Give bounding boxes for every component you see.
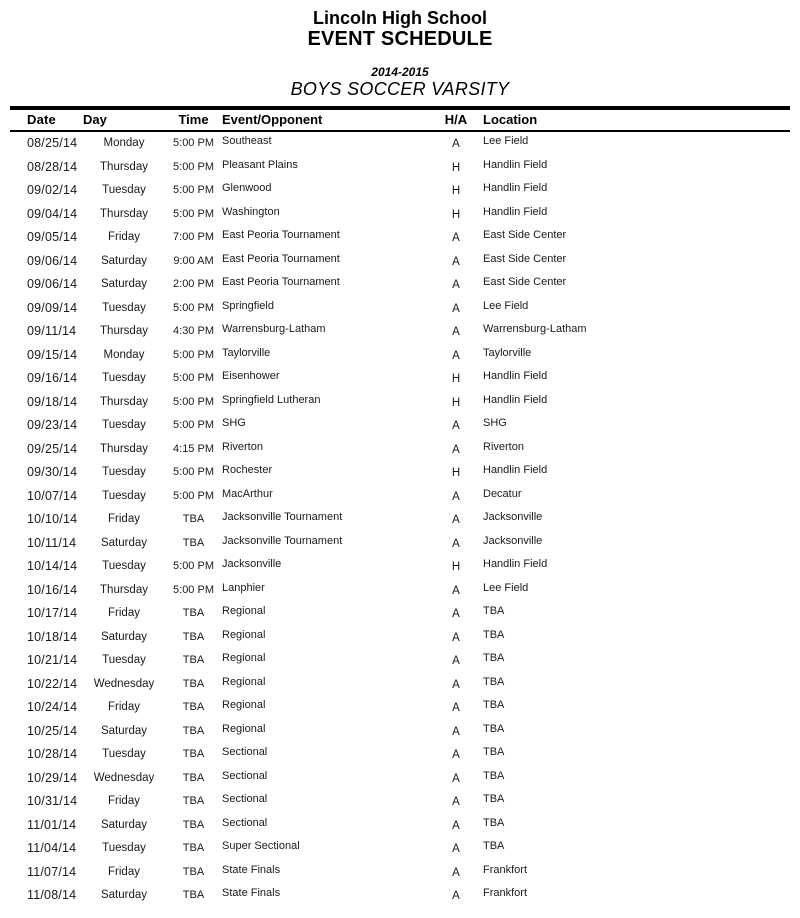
cell-home-away: A xyxy=(452,443,460,456)
cell-location: Handlin Field xyxy=(483,158,548,171)
cell-time: 5:00 PM xyxy=(173,489,214,502)
cell-event: Sectional xyxy=(222,746,268,759)
table-row xyxy=(10,461,790,485)
table-row xyxy=(10,390,790,414)
cell-day: Monday xyxy=(103,137,145,150)
cell-location: East Side Center xyxy=(483,276,567,289)
cell-event: Sectional xyxy=(222,816,268,829)
cell-day: Friday xyxy=(108,231,140,244)
cell-home-away: H xyxy=(451,185,461,198)
cell-location: Riverton xyxy=(483,440,524,453)
cell-date: 09/25/14 xyxy=(27,441,78,456)
cell-location: East Side Center xyxy=(483,252,567,265)
cell-event: Riverton xyxy=(222,440,263,453)
cell-home-away: A xyxy=(452,749,460,762)
cell-date: 09/04/14 xyxy=(27,206,78,221)
cell-location: Decatur xyxy=(483,487,522,500)
cell-day: Saturday xyxy=(100,278,148,291)
cell-location: TBA xyxy=(483,793,505,806)
cell-time: 5:00 PM xyxy=(173,583,214,596)
cell-day: Tuesday xyxy=(102,842,146,855)
cell-home-away: A xyxy=(452,514,460,527)
cell-location: Frankfort xyxy=(483,863,528,876)
cell-day: Tuesday xyxy=(102,654,146,667)
cell-date: 09/11/14 xyxy=(27,324,77,339)
table-row xyxy=(10,414,790,438)
cell-time: TBA xyxy=(182,513,205,526)
cell-date: 09/30/14 xyxy=(27,465,78,480)
cell-day: Thursday xyxy=(100,395,148,408)
cell-day: Monday xyxy=(103,348,145,361)
cell-location: Handlin Field xyxy=(483,182,548,195)
column-header-event: Event/Opponent xyxy=(222,112,323,127)
cell-date: 10/21/14 xyxy=(27,653,78,668)
cell-time: TBA xyxy=(182,677,205,690)
cell-home-away: A xyxy=(452,326,460,339)
cell-home-away: A xyxy=(452,537,460,550)
cell-location: Warrensburg-Latham xyxy=(483,323,587,336)
cell-home-away: A xyxy=(452,302,460,315)
cell-date: 08/25/14 xyxy=(27,136,78,151)
cell-home-away: A xyxy=(452,138,460,151)
cell-home-away: A xyxy=(452,279,460,292)
cell-home-away: A xyxy=(452,655,460,668)
cell-day: Tuesday xyxy=(102,466,146,479)
cell-home-away: H xyxy=(451,396,461,409)
cell-event: SHG xyxy=(222,417,246,430)
cell-time: TBA xyxy=(182,701,205,714)
cell-location: TBA xyxy=(483,628,505,641)
cell-time: 5:00 PM xyxy=(173,348,214,361)
cell-day: Thursday xyxy=(100,160,148,173)
cell-day: Tuesday xyxy=(102,560,146,573)
document-header xyxy=(0,0,800,99)
cell-time: TBA xyxy=(182,607,205,620)
cell-time: 4:15 PM xyxy=(173,442,214,455)
cell-time: 5:00 PM xyxy=(173,560,214,573)
column-header-home-away: H/A xyxy=(444,112,468,127)
cell-date: 10/10/14 xyxy=(27,512,78,527)
cell-home-away: A xyxy=(452,631,460,644)
cell-location: Jacksonville xyxy=(483,511,543,524)
cell-home-away: A xyxy=(452,890,460,903)
cell-event: Sectional xyxy=(222,769,268,782)
table-row xyxy=(10,531,790,555)
cell-time: 5:00 PM xyxy=(173,466,214,479)
cell-location: TBA xyxy=(483,816,505,829)
table-row xyxy=(10,249,790,273)
cell-date: 10/22/14 xyxy=(27,676,78,691)
cell-day: Thursday xyxy=(100,442,148,455)
table-row xyxy=(10,813,790,837)
cell-event: State Finals xyxy=(222,887,281,900)
table-row xyxy=(10,343,790,367)
cell-event: Sectional xyxy=(222,793,268,806)
cell-time: TBA xyxy=(182,865,205,878)
cell-date: 09/15/14 xyxy=(27,347,78,362)
cell-date: 09/06/14 xyxy=(27,277,78,292)
cell-date: 09/23/14 xyxy=(27,418,78,433)
cell-home-away: A xyxy=(452,678,460,691)
cell-time: 9:00 AM xyxy=(173,254,214,267)
cell-home-away: A xyxy=(452,772,460,785)
team-name: BOYS SOCCER VARSITY xyxy=(290,79,510,99)
cell-event: Lanphier xyxy=(222,581,265,594)
cell-time: TBA xyxy=(182,771,205,784)
cell-time: TBA xyxy=(182,748,205,761)
table-row xyxy=(10,837,790,861)
cell-time: 7:00 PM xyxy=(173,231,214,244)
season-years: 2014-2015 xyxy=(371,65,429,79)
cell-event: Rochester xyxy=(222,464,273,477)
cell-time: 5:00 PM xyxy=(173,419,214,432)
table-row xyxy=(10,790,790,814)
cell-location: TBA xyxy=(483,699,505,712)
cell-date: 10/14/14 xyxy=(27,559,78,574)
cell-location: TBA xyxy=(483,840,505,853)
cell-event: Jacksonville Tournament xyxy=(222,534,343,547)
cell-home-away: A xyxy=(452,584,460,597)
cell-time: TBA xyxy=(182,630,205,643)
cell-time: 5:00 PM xyxy=(173,395,214,408)
cell-time: TBA xyxy=(182,536,205,549)
cell-event: State Finals xyxy=(222,863,281,876)
cell-event: Jacksonville xyxy=(222,558,282,571)
cell-event: Pleasant Plains xyxy=(222,158,298,171)
cell-location: Lee Field xyxy=(483,135,529,148)
cell-event: Jacksonville Tournament xyxy=(222,511,343,524)
table-row xyxy=(10,202,790,226)
cell-date: 09/02/14 xyxy=(27,183,78,198)
cell-home-away: H xyxy=(451,161,461,174)
cell-day: Wednesday xyxy=(93,677,155,690)
cell-time: TBA xyxy=(182,842,205,855)
table-row xyxy=(10,719,790,743)
cell-time: TBA xyxy=(182,818,205,831)
cell-event: MacArthur xyxy=(222,487,273,500)
cell-event: Springfield Lutheran xyxy=(222,393,321,406)
cell-time: 5:00 PM xyxy=(173,301,214,314)
cell-date: 10/24/14 xyxy=(27,700,78,715)
cell-day: Tuesday xyxy=(102,489,146,502)
cell-event: Regional xyxy=(222,605,266,618)
cell-time: TBA xyxy=(182,889,205,902)
cell-home-away: A xyxy=(452,255,460,268)
cell-date: 10/11/14 xyxy=(27,535,77,550)
cell-date: 11/01/14 xyxy=(27,817,77,832)
cell-date: 11/08/14 xyxy=(27,888,77,903)
cell-event: Warrensburg-Latham xyxy=(222,323,326,336)
table-row xyxy=(10,743,790,767)
cell-date: 10/18/14 xyxy=(27,629,78,644)
cell-day: Saturday xyxy=(100,536,148,549)
cell-date: 09/09/14 xyxy=(27,300,78,315)
cell-event: Springfield xyxy=(222,299,274,312)
cell-home-away: A xyxy=(452,232,460,245)
cell-date: 10/07/14 xyxy=(27,488,78,503)
cell-location: Handlin Field xyxy=(483,464,548,477)
table-row xyxy=(10,625,790,649)
table-row xyxy=(10,602,790,626)
cell-event: East Peoria Tournament xyxy=(222,276,340,289)
table-row xyxy=(10,696,790,720)
table-row xyxy=(10,555,790,579)
cell-day: Friday xyxy=(108,607,140,620)
cell-location: TBA xyxy=(483,769,505,782)
table-row xyxy=(10,437,790,461)
table-row xyxy=(10,226,790,250)
table-row xyxy=(10,649,790,673)
cell-location: SHG xyxy=(483,417,507,430)
school-name: Lincoln High School xyxy=(313,8,487,28)
cell-home-away: H xyxy=(451,467,461,480)
cell-day: Friday xyxy=(108,513,140,526)
cell-time: 2:00 PM xyxy=(173,278,214,291)
cell-location: Jacksonville xyxy=(483,534,543,547)
cell-location: TBA xyxy=(483,652,505,665)
cell-event: East Peoria Tournament xyxy=(222,229,340,242)
cell-time: TBA xyxy=(182,724,205,737)
cell-event: East Peoria Tournament xyxy=(222,252,340,265)
cell-location: TBA xyxy=(483,675,505,688)
cell-location: Taylorville xyxy=(483,346,532,359)
column-header-time: Time xyxy=(178,112,209,127)
table-row xyxy=(10,132,790,156)
cell-event: Regional xyxy=(222,628,266,641)
cell-day: Saturday xyxy=(100,630,148,643)
cell-event: Taylorville xyxy=(222,346,271,359)
cell-date: 10/16/14 xyxy=(27,582,78,597)
cell-event: Eisenhower xyxy=(222,370,280,383)
cell-event: Super Sectional xyxy=(222,840,300,853)
cell-location: Lee Field xyxy=(483,299,529,312)
cell-date: 10/29/14 xyxy=(27,770,78,785)
cell-day: Tuesday xyxy=(102,372,146,385)
cell-day: Saturday xyxy=(100,889,148,902)
cell-home-away: A xyxy=(452,490,460,503)
cell-home-away: A xyxy=(452,819,460,832)
cell-date: 09/18/14 xyxy=(27,394,78,409)
cell-day: Friday xyxy=(108,795,140,808)
cell-location: TBA xyxy=(483,605,505,618)
column-header-date: Date xyxy=(27,112,56,127)
column-header-day: Day xyxy=(83,112,107,127)
cell-home-away: A xyxy=(452,843,460,856)
cell-event: Regional xyxy=(222,699,266,712)
cell-home-away: A xyxy=(452,420,460,433)
cell-location: Handlin Field xyxy=(483,558,548,571)
cell-event: Glenwood xyxy=(222,182,272,195)
cell-event: Southeast xyxy=(222,135,272,148)
cell-date: 11/04/14 xyxy=(27,841,77,856)
cell-event: Regional xyxy=(222,722,266,735)
table-row xyxy=(10,155,790,179)
cell-day: Thursday xyxy=(100,207,148,220)
cell-location: Frankfort xyxy=(483,887,528,900)
cell-location: TBA xyxy=(483,722,505,735)
cell-date: 09/16/14 xyxy=(27,371,78,386)
table-row xyxy=(10,484,790,508)
cell-home-away: A xyxy=(452,702,460,715)
cell-home-away: H xyxy=(451,208,461,221)
cell-location: TBA xyxy=(483,746,505,759)
cell-home-away: A xyxy=(452,725,460,738)
cell-home-away: A xyxy=(452,349,460,362)
cell-time: 5:00 PM xyxy=(173,207,214,220)
cell-date: 10/28/14 xyxy=(27,747,78,762)
cell-home-away: H xyxy=(451,561,461,574)
cell-date: 10/31/14 xyxy=(27,794,78,809)
cell-day: Thursday xyxy=(100,583,148,596)
table-row xyxy=(10,884,790,908)
cell-time: TBA xyxy=(182,654,205,667)
column-header-location: Location xyxy=(483,112,538,127)
table-row xyxy=(10,672,790,696)
cell-location: Handlin Field xyxy=(483,370,548,383)
cell-day: Friday xyxy=(108,865,140,878)
cell-time: 4:30 PM xyxy=(173,325,214,338)
table-row xyxy=(10,508,790,532)
table-row xyxy=(10,296,790,320)
table-row xyxy=(10,320,790,344)
table-row xyxy=(10,179,790,203)
cell-time: 5:00 PM xyxy=(173,184,214,197)
table-header-row xyxy=(10,110,790,130)
cell-day: Tuesday xyxy=(102,301,146,314)
cell-time: 5:00 PM xyxy=(173,137,214,150)
cell-home-away: A xyxy=(452,608,460,621)
document-title: EVENT SCHEDULE xyxy=(307,28,493,50)
cell-day: Wednesday xyxy=(93,771,155,784)
table-row xyxy=(10,766,790,790)
cell-time: TBA xyxy=(182,795,205,808)
cell-day: Saturday xyxy=(100,818,148,831)
table-row xyxy=(10,578,790,602)
cell-time: 5:00 PM xyxy=(173,160,214,173)
table-row xyxy=(10,367,790,391)
schedule-rows xyxy=(0,132,800,908)
cell-day: Saturday xyxy=(100,724,148,737)
cell-day: Tuesday xyxy=(102,184,146,197)
cell-location: East Side Center xyxy=(483,229,567,242)
cell-event: Washington xyxy=(222,205,280,218)
cell-date: 11/07/14 xyxy=(27,864,77,879)
cell-date: 09/06/14 xyxy=(27,253,78,268)
cell-location: Lee Field xyxy=(483,581,529,594)
cell-day: Friday xyxy=(108,701,140,714)
cell-day: Tuesday xyxy=(102,748,146,761)
cell-event: Regional xyxy=(222,675,266,688)
cell-home-away: A xyxy=(452,796,460,809)
cell-date: 09/05/14 xyxy=(27,230,78,245)
cell-day: Tuesday xyxy=(102,419,146,432)
cell-day: Saturday xyxy=(100,254,148,267)
cell-time: 5:00 PM xyxy=(173,372,214,385)
cell-location: Handlin Field xyxy=(483,205,548,218)
cell-home-away: A xyxy=(452,866,460,879)
cell-date: 10/25/14 xyxy=(27,723,78,738)
cell-date: 08/28/14 xyxy=(27,159,78,174)
cell-home-away: H xyxy=(451,373,461,386)
table-row xyxy=(10,860,790,884)
table-row xyxy=(10,273,790,297)
cell-event: Regional xyxy=(222,652,266,665)
cell-location: Handlin Field xyxy=(483,393,548,406)
cell-day: Thursday xyxy=(100,325,148,338)
cell-date: 10/17/14 xyxy=(27,606,78,621)
